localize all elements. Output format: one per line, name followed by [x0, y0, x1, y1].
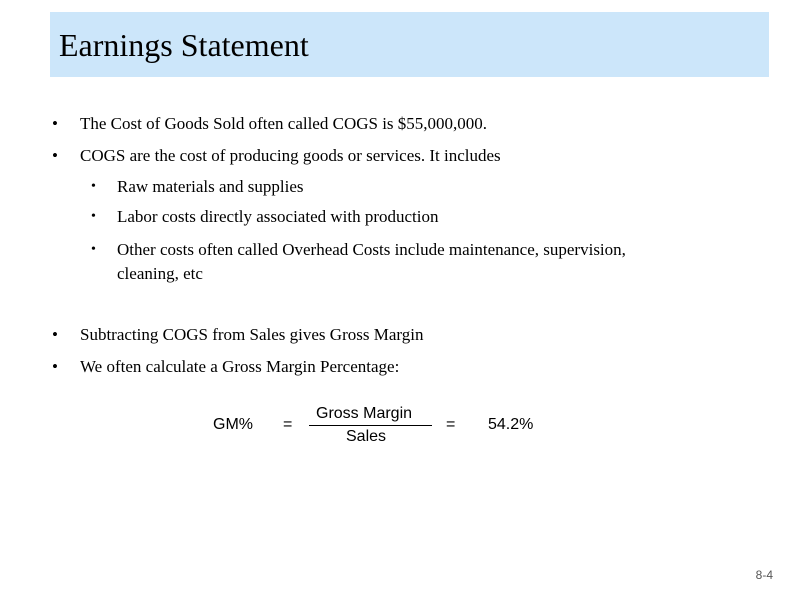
bullet-gm-percentage: [52, 355, 400, 379]
bullet-cogs-definition: [52, 144, 501, 168]
formula-equals-left: =: [283, 416, 293, 433]
bullet-icon: •: [52, 146, 58, 165]
bullet-text: The Cost of Goods Sold often called COGS is $55,000,000.: [80, 114, 488, 133]
slide-number: 8-4: [755, 568, 773, 582]
bullet-icon: •: [52, 114, 58, 133]
sub-bullet-overhead-continued: [117, 262, 203, 286]
bullet-text: Subtracting COGS from Sales gives Gross Margin: [80, 325, 424, 344]
formula-numerator: Gross Margin: [316, 405, 413, 422]
formula-equals-right: =: [446, 416, 456, 433]
sub-bullet-raw-materials: [91, 175, 304, 199]
formula-lhs: GM%: [213, 416, 253, 433]
sub-bullet-labor: [91, 205, 439, 229]
bullet-text: We often calculate a Gross Margin Percentage:: [80, 357, 400, 376]
bullet-text: Other costs often called Overhead Costs include maintenance, supervision,: [117, 240, 626, 259]
bullet-cogs-amount: [52, 112, 488, 136]
bullet-icon: •: [52, 325, 58, 344]
bullet-icon: •: [91, 179, 96, 194]
formula-denominator: Sales: [346, 428, 387, 445]
slide-title: Earnings Statement: [59, 27, 309, 63]
fraction-bar: [309, 425, 432, 426]
sub-bullet-overhead: [91, 238, 626, 262]
bullet-icon: •: [91, 209, 96, 224]
bullet-text: COGS are the cost of producing goods or services. It includes: [80, 146, 501, 165]
bullet-gross-margin: [52, 323, 424, 347]
bullet-text: Labor costs directly associated with production: [117, 207, 439, 226]
bullet-icon: •: [52, 357, 58, 376]
bullet-icon: •: [91, 242, 96, 257]
bullet-text: Raw materials and supplies: [117, 177, 304, 196]
bullet-text: cleaning, etc: [117, 264, 203, 283]
title-bar: [50, 12, 769, 77]
formula-result: 54.2%: [488, 416, 534, 433]
